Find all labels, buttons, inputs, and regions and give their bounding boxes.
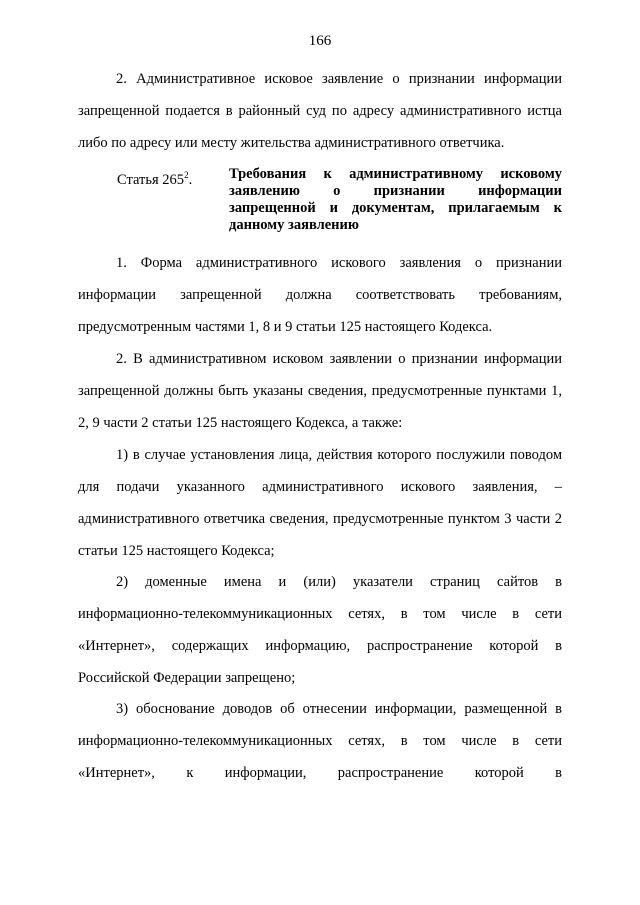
- page-number: 166: [308, 33, 332, 49]
- article-label-sup: 2: [184, 170, 189, 180]
- list-item-1: 1) в случае установления лица, действия которого послужили поводом для подачи указанного административного искового заявления, – административного ответчика сведения, предусмотренные пунктом 3 части 2 статьи 125 настоящего Кодекса;: [78, 447, 562, 559]
- paragraph-1: 1. Форма административного искового заявления о признании информации запрещенной должна соответствовать требованиям, предусмотренным частями 1, 8 и 9 статьи 125 настоящего Кодекса.: [78, 255, 562, 335]
- paragraph-intro: 2. Административное исковое заявление о признании информации запрещенной подается в районный суд по адресу административного истца либо по адресу или месту жительства административного ответчика.: [78, 71, 562, 151]
- list-item-2: 2) доменные имена и (или) указатели страниц сайтов в информационно-телекоммуникационных сетях, в том числе в сети «Интернет», содержащих информацию, распространение которой в Российской Федерации запрещено;: [78, 574, 562, 686]
- paragraph-2: 2. В административном исковом заявлении о признании информации запрещенной должны быть указаны сведения, предусмотренные пунктами 1, 2, 9 части 2 статьи 125 настоящего Кодекса, а также:: [78, 351, 562, 431]
- article-title: Требования к административному исковому заявлению о признании информации запрещенной и документам, прилагаемым к данному заявлению: [229, 166, 562, 233]
- article-label-suffix: .: [188, 172, 193, 188]
- article-label: [117, 166, 192, 189]
- article-label-prefix: Статья 265: [117, 172, 185, 188]
- list-item-3: 3) обоснование доводов об отнесении информации, размещенной в информационно-телекоммуникационных сетях, в том числе в сети «Интернет», к информации, распространение которой в: [78, 701, 562, 781]
